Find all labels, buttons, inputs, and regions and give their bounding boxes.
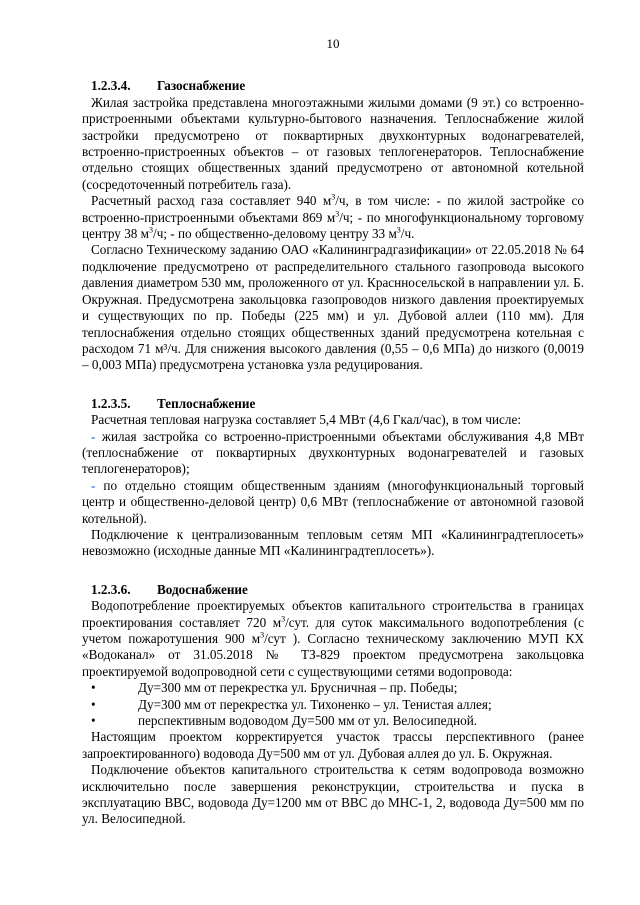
paragraph: Подключение объектов капитального строительства к сетям водопровода возможно исключительно после завершения реконструкции, строительства и пуска в эксплуатацию ВВС, водовода Ду=1200 мм от ВВС до МНС-1, 2, водовода Ду=500 мм по ул. Велосипедной. (82, 762, 584, 827)
list-item: • Ду=300 мм от перекрестка ул. Тихоненко – ул. Тенистая аллея; (91, 696, 492, 712)
bullet-icon: • (91, 713, 96, 729)
section-number: 1.2.3.6. (91, 581, 131, 597)
bullet-icon: • (91, 696, 96, 712)
paragraph: Настоящим проектом корректируется участок трассы перспективного (ранее запроектированного) водовода Ду=500 мм от ул. Дубовая аллея до ул. Б. Окружная. (82, 729, 584, 761)
page-number: 10 (326, 36, 340, 51)
list-item: • Ду=300 мм от перекрестка ул. Брусничная – пр. Победы; (91, 680, 458, 696)
section-title: Водоснабжение (157, 581, 248, 597)
section-water-supply (82, 582, 584, 828)
water-consumption-paragraph: Водопотребление проектируемых объектов капитального строительства в границах проектирования составляет 720 $м^3$/сут. для суток максимального водопотребления (с учетом пожаротушения 900 $м^3$/сут ). Согласно техническому заключению МУП КХ «Водоканал» от 31.05.2018 № ТЗ-829 проектом предусмотрена закольцовка проектируемой водопроводной сети с существующими сетями водопровода: (82, 598, 584, 679)
list-item: - жилая застройка со встроенно-пристроенными объектами обслуживания 4,8 МВт (теплоснабжение от поквартирных двухконтурных водонагревателей и газовых теплогенераторов); (82, 428, 584, 477)
section-heading (82, 78, 584, 94)
gas-flow-paragraph: Расчетный расход газа составляет 940 $м^3/ч$, в том числе: - по жилой застройке со встроенно-пристроенными объектами 869 $м^3/ч$; - по многофункциональному торговому центру 38 $м^3/ч$; - по общественно-деловому центру 33 $м^3/ч$. (82, 192, 584, 242)
section-heading (82, 396, 584, 412)
section-title: Газоснабжение (157, 78, 246, 94)
bullet-icon: • (91, 680, 96, 696)
paragraph: Подключение к централизованным тепловым сетям МП «Калининградтеплосеть» невозможно (исходные данные МП «Калининградтеплосеть»). (82, 526, 584, 559)
section-heat-supply (82, 396, 584, 560)
section-heading (82, 582, 584, 598)
paragraph: Жилая застройка представлена многоэтажными жилыми домами (9 эт.) со встроенно-пристроенными объектами культурно-бытового назначения. Теплоснабжение жилой застройки предусмотрено от поквартирных двухконтурных водонагревателей, встроенно-пристроенных объектов – от газовых теплогенераторов. Теплоснабжение отдельно стоящих общественных зданий предусмотрено от автономной котельной (сосредоточенный потребитель газа). (82, 94, 584, 192)
list-item: - по отдельно стоящим общественным зданиям (многофункциональный торговый центр и общественно-деловой центр) 0,6 МВт (теплоснабжение от автономной газовой котельной). (82, 477, 584, 526)
paragraph: Расчетная тепловая нагрузка составляет 5,4 МВт (4,6 Гкал/час), в том числе: (91, 412, 521, 428)
section-number: 1.2.3.5. (91, 395, 131, 411)
dash-marker: - (91, 428, 96, 444)
dash-marker: - (91, 477, 96, 493)
section-title: Теплоснабжение (157, 395, 256, 411)
bullet-list (82, 680, 584, 729)
section-number: 1.2.3.4. (91, 78, 131, 94)
list-item: • перспективным водоводом Ду=500 мм от ул. Велосипедной. (91, 713, 478, 729)
paragraph: Согласно Техническому заданию ОАО «Калининградгазификации» от 22.05.2018 № 64 подключение предусмотрено от распределительного стального газопровода высокого давления диаметром 530 мм, проложенного от ул. Краснносельской в направлении ул. Б. Окружная. Предусмотрена закольцовка газопроводов низкого давления проектируемых и существующих по пр. Победы (225 мм) и ул. Дубовой аллеи (110 мм). Для теплоснабжения отдельно стоящих общественных зданий предусмотрена котельная с расходом 71 м³/ч. Для снижения высокого давления (0,55 – 0,6 МПа) до низкого (0,0019 – 0,003 МПа) предусмотрена установка узла редуцирования. (82, 242, 584, 373)
section-gas-supply (82, 78, 584, 373)
